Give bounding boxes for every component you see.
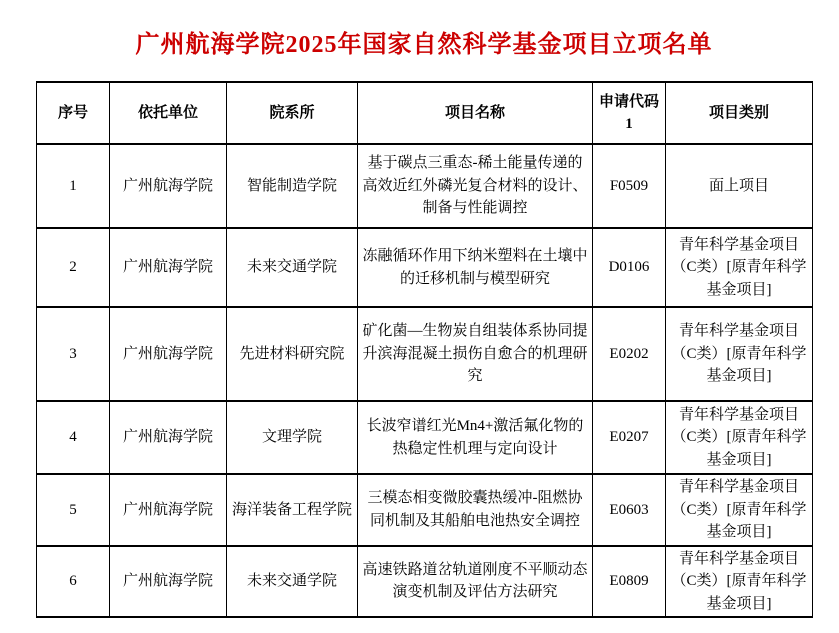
cell-code: E0603 (593, 474, 666, 546)
grant-project-table (36, 81, 813, 618)
cell-category: 面上项目 (666, 144, 813, 228)
cell-org: 广州航海学院 (110, 307, 227, 401)
cell-serial: 3 (37, 307, 110, 401)
column-header-project: 项目名称 (358, 82, 593, 144)
cell-serial: 1 (37, 144, 110, 228)
cell-dept: 未来交通学院 (227, 546, 358, 618)
cell-code: F0509 (593, 144, 666, 228)
cell-serial: 2 (37, 228, 110, 307)
cell-code: D0106 (593, 228, 666, 307)
cell-code: E0202 (593, 307, 666, 401)
cell-category: 青年科学基金项目（C类）[原青年科学基金项目] (666, 401, 813, 474)
cell-org: 广州航海学院 (110, 228, 227, 307)
cell-project: 长波窄谱红光Mn4+激活氟化物的热稳定性机理与定向设计 (358, 401, 593, 474)
cell-dept: 未来交通学院 (227, 228, 358, 307)
cell-project: 三模态相变微胶囊热缓冲-阻燃协同机制及其船舶电池热安全调控 (358, 474, 593, 546)
cell-serial: 4 (37, 401, 110, 474)
cell-dept: 智能制造学院 (227, 144, 358, 228)
table-row (37, 401, 813, 474)
column-header-serial: 序号 (37, 82, 110, 144)
cell-category: 青年科学基金项目（C类）[原青年科学基金项目] (666, 546, 813, 618)
cell-org: 广州航海学院 (110, 401, 227, 474)
cell-category: 青年科学基金项目（C类）[原青年科学基金项目] (666, 228, 813, 307)
cell-category: 青年科学基金项目（C类）[原青年科学基金项目] (666, 474, 813, 546)
cell-project: 冻融循环作用下纳米塑料在土壤中的迁移机制与模型研究 (358, 228, 593, 307)
cell-serial: 6 (37, 546, 110, 618)
cell-dept: 海洋装备工程学院 (227, 474, 358, 546)
cell-org: 广州航海学院 (110, 546, 227, 618)
cell-category: 青年科学基金项目（C类）[原青年科学基金项目] (666, 307, 813, 401)
table-row (37, 144, 813, 228)
cell-org: 广州航海学院 (110, 144, 227, 228)
table-row (37, 307, 813, 401)
cell-project: 矿化菌—生物炭自组装体系协同提升滨海混凝土损伤自愈合的机理研究 (358, 307, 593, 401)
cell-code: E0207 (593, 401, 666, 474)
table-row (37, 228, 813, 307)
cell-project: 基于碳点三重态-稀土能量传递的高效近红外磷光复合材料的设计、制备与性能调控 (358, 144, 593, 228)
column-header-dept: 院系所 (227, 82, 358, 144)
cell-org: 广州航海学院 (110, 474, 227, 546)
page-title: 广州航海学院2025年国家自然科学基金项目立项名单 (135, 32, 713, 58)
column-header-org: 依托单位 (110, 82, 227, 144)
cell-project: 高速铁路道岔轨道刚度不平顺动态演变机制及评估方法研究 (358, 546, 593, 618)
cell-dept: 文理学院 (227, 401, 358, 474)
table-header-row (37, 82, 813, 144)
table-row (37, 474, 813, 546)
cell-dept: 先进材料研究院 (227, 307, 358, 401)
document-page (0, 30, 839, 633)
table-row (37, 546, 813, 618)
cell-code: E0809 (593, 546, 666, 618)
column-header-code: 申请代码1 (593, 82, 666, 144)
column-header-category: 项目类别 (666, 82, 813, 144)
cell-serial: 5 (37, 474, 110, 546)
